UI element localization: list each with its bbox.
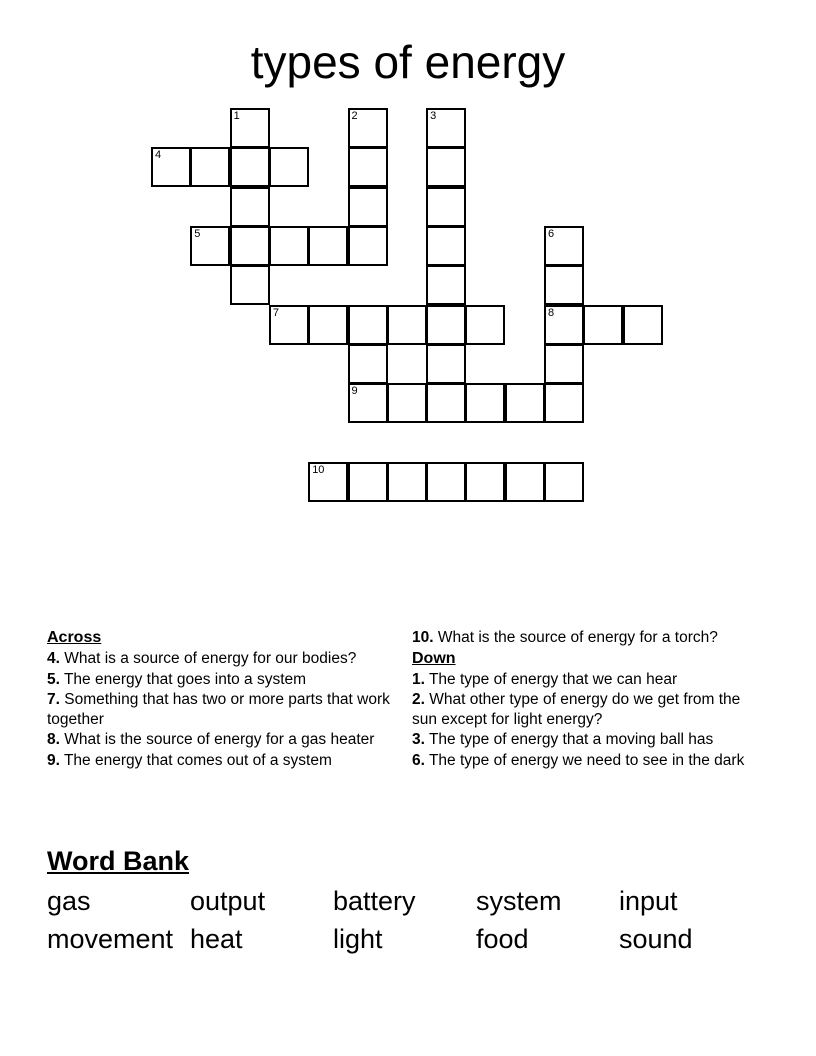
crossword-cell[interactable]: [426, 383, 466, 423]
word-bank-word[interactable]: movement: [47, 924, 174, 954]
page-title: types of energy: [250, 36, 566, 88]
crossword-cell[interactable]: [544, 383, 584, 423]
crossword-cell[interactable]: [151, 147, 191, 187]
clue-text: The type of energy that a moving ball has: [424, 731, 714, 748]
crossword-cell[interactable]: [348, 187, 388, 227]
crossword-cell[interactable]: [387, 305, 427, 345]
crossword-cell[interactable]: [505, 462, 545, 502]
clue-item: [47, 730, 392, 750]
crossword-cell[interactable]: [426, 187, 466, 227]
word-bank-word[interactable]: battery: [333, 886, 416, 916]
crossword-cell[interactable]: [308, 305, 348, 345]
crossword-cell[interactable]: [426, 305, 466, 345]
crossword-cell[interactable]: [348, 147, 388, 187]
word-bank-word[interactable]: sound: [619, 924, 693, 954]
crossword-cell[interactable]: [348, 383, 388, 423]
crossword-cell[interactable]: [583, 305, 623, 345]
crossword-cell[interactable]: [308, 462, 348, 502]
crossword-cell[interactable]: [426, 147, 466, 187]
clues-column-left: [47, 628, 392, 771]
crossword-cell[interactable]: [348, 344, 388, 384]
crossword-cell[interactable]: [230, 147, 270, 187]
crossword-cell[interactable]: [465, 383, 505, 423]
crossword-cell-number: 3: [430, 110, 437, 122]
clue-text: The energy that goes into a system: [59, 670, 307, 688]
crossword-cell[interactable]: [544, 344, 584, 384]
crossword-cell-number: 2: [351, 110, 358, 122]
crossword-cell[interactable]: [465, 462, 505, 502]
crossword-cell-number: 6: [548, 227, 555, 240]
word-bank-word[interactable]: heat: [190, 924, 243, 954]
clue-number: 5.: [47, 670, 60, 688]
crossword-cell[interactable]: [230, 226, 270, 266]
crossword-cell[interactable]: [544, 305, 584, 345]
crossword-cell[interactable]: [348, 108, 388, 148]
crossword-cell[interactable]: [544, 462, 584, 502]
clue-text: The type of energy that we can hear: [424, 670, 678, 688]
crossword-cell[interactable]: [465, 305, 505, 345]
clue-item: [412, 690, 757, 729]
clue-text: What is a source of energy for our bodies?: [59, 650, 357, 667]
clue-text: The type of energy we need to see in the dark: [424, 751, 745, 769]
crossword-cell[interactable]: [623, 305, 663, 345]
clue-number: 8.: [47, 731, 60, 748]
crossword-cell[interactable]: [230, 265, 270, 305]
crossword-cell-number: 5: [194, 227, 201, 240]
crossword-cell[interactable]: [426, 344, 466, 384]
word-bank-word[interactable]: output: [190, 886, 266, 916]
clues-column-right: [412, 628, 757, 771]
crossword-cell[interactable]: [230, 108, 270, 148]
crossword-cell[interactable]: [426, 226, 466, 266]
clue-item: [412, 628, 757, 648]
crossword-cell[interactable]: [269, 305, 309, 345]
clue-item: [47, 649, 392, 669]
clue-text: What other type of energy do we get from the sun except for light energy?: [412, 691, 741, 728]
word-bank-word[interactable]: light: [333, 924, 383, 954]
crossword-cell[interactable]: [308, 226, 348, 266]
crossword-cell[interactable]: [348, 226, 388, 266]
clue-item: [47, 670, 392, 690]
clue-number: 6.: [412, 751, 425, 769]
crossword-cell[interactable]: [426, 108, 466, 148]
clue-number: 7.: [47, 691, 60, 708]
crossword-cell[interactable]: [269, 147, 309, 187]
crossword-cell-number: 8: [548, 306, 555, 319]
crossword-cell-number: 7: [272, 306, 280, 319]
crossword-cell[interactable]: [544, 265, 584, 305]
clue-text: What is the source of energy for a gas heater: [59, 731, 375, 748]
clue-number: 4.: [47, 650, 60, 667]
clues-section: [47, 628, 769, 838]
clue-text: The energy that comes out of a system: [59, 751, 332, 769]
clue-number: 3.: [412, 731, 425, 748]
clue-text: What is the source of energy for a torch?: [433, 629, 718, 646]
word-bank-word[interactable]: gas: [47, 886, 91, 916]
crossword-cell[interactable]: [505, 383, 545, 423]
crossword-cell[interactable]: [190, 147, 230, 187]
word-bank-heading: Word Bank: [47, 846, 190, 876]
crossword-cell[interactable]: [269, 226, 309, 266]
crossword-cell[interactable]: [348, 305, 388, 345]
crossword-cell[interactable]: [387, 462, 427, 502]
clue-item: [412, 751, 757, 771]
clue-section-heading-across: Across: [47, 629, 102, 646]
crossword-cell[interactable]: [426, 462, 466, 502]
crossword-cell-number: 10: [312, 463, 325, 476]
clue-number: 9.: [47, 751, 60, 769]
crossword-cell[interactable]: [544, 226, 584, 266]
crossword-cell[interactable]: [348, 462, 388, 502]
word-bank-list: [47, 882, 769, 958]
clue-section-heading-down: Down: [412, 649, 456, 667]
clue-item: [412, 670, 757, 690]
word-bank-word[interactable]: food: [476, 924, 529, 954]
clue-item: [47, 690, 392, 729]
crossword-cell-number: 4: [155, 149, 162, 162]
word-bank-section: [47, 845, 769, 958]
crossword-cell[interactable]: [426, 265, 466, 305]
crossword-cell-number: 9: [351, 385, 358, 398]
clue-number: 2.: [412, 691, 425, 708]
clue-item: [47, 751, 392, 771]
crossword-cell[interactable]: [190, 226, 230, 266]
crossword-cell[interactable]: [387, 383, 427, 423]
crossword-cell-number: 1: [233, 110, 240, 122]
clue-number: 1.: [412, 670, 425, 688]
word-bank-word[interactable]: system: [476, 886, 562, 916]
word-bank-word[interactable]: input: [619, 886, 678, 916]
clue-item: [412, 730, 757, 750]
clue-number: 10.: [412, 629, 434, 646]
clue-text: Something that has two or more parts that work together: [47, 691, 390, 728]
crossword-cell[interactable]: [230, 187, 270, 227]
